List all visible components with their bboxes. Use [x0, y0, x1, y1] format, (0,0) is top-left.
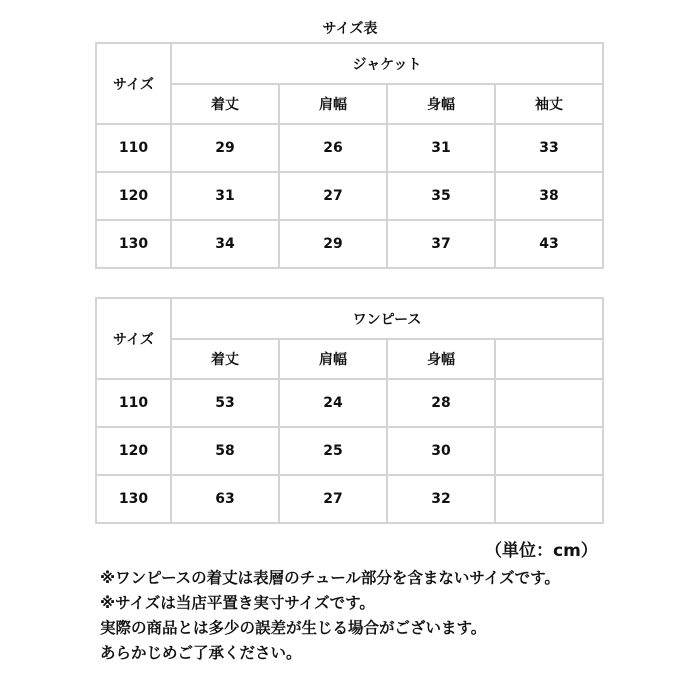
note-line: 実際の商品とは多少の誤差が生じる場合がございます。: [100, 619, 487, 637]
size-header: サイズ: [96, 298, 171, 379]
value-cell-empty: [495, 475, 603, 523]
table-row: [96, 124, 603, 172]
size-cell: 130: [96, 220, 171, 268]
value-cell: 43: [495, 220, 603, 268]
size-cell: 110: [96, 379, 171, 427]
table-row: [96, 475, 603, 523]
table-row: [96, 379, 603, 427]
column-header: 着丈: [171, 339, 279, 379]
value-cell: 31: [387, 124, 495, 172]
value-cell: 38: [495, 172, 603, 220]
column-header: 身幅: [387, 84, 495, 124]
value-cell: 37: [387, 220, 495, 268]
value-cell: 26: [279, 124, 387, 172]
note-line: あらかじめご了承ください。: [100, 644, 302, 662]
note-line: ※サイズは当店平置き実寸サイズです。: [100, 594, 375, 612]
size-header: サイズ: [96, 43, 171, 124]
value-cell: 29: [279, 220, 387, 268]
value-cell: 58: [171, 427, 279, 475]
value-cell: 27: [279, 172, 387, 220]
value-cell: 30: [387, 427, 495, 475]
value-cell: 24: [279, 379, 387, 427]
jacket-size-table: [95, 42, 604, 269]
value-cell-empty: [495, 379, 603, 427]
note-line: ※ワンピースの着丈は表層のチュール部分を含まないサイズです。: [100, 569, 560, 587]
column-header: 肩幅: [279, 84, 387, 124]
column-header: 肩幅: [279, 339, 387, 379]
table-row: [96, 427, 603, 475]
value-cell: 35: [387, 172, 495, 220]
size-cell: 120: [96, 427, 171, 475]
size-cell: 130: [96, 475, 171, 523]
value-cell-empty: [495, 427, 603, 475]
page-title: サイズ表: [322, 21, 378, 37]
value-cell: 28: [387, 379, 495, 427]
column-header-empty: [495, 339, 603, 379]
group-header-jacket: ジャケット: [171, 43, 603, 84]
value-cell: 27: [279, 475, 387, 523]
value-cell: 29: [171, 124, 279, 172]
group-header-onepiece: ワンピース: [171, 298, 603, 339]
value-cell: 32: [387, 475, 495, 523]
unit-label: （単位：cm）: [485, 541, 598, 561]
column-header: 着丈: [171, 84, 279, 124]
size-cell: 110: [96, 124, 171, 172]
table-row: [96, 172, 603, 220]
column-header: 身幅: [387, 339, 495, 379]
value-cell: 25: [279, 427, 387, 475]
notes: [100, 566, 560, 666]
column-header: 袖丈: [495, 84, 603, 124]
size-cell: 120: [96, 172, 171, 220]
onepiece-size-table: [95, 297, 604, 524]
value-cell: 31: [171, 172, 279, 220]
value-cell: 34: [171, 220, 279, 268]
value-cell: 33: [495, 124, 603, 172]
value-cell: 63: [171, 475, 279, 523]
table-row: [96, 220, 603, 268]
value-cell: 53: [171, 379, 279, 427]
